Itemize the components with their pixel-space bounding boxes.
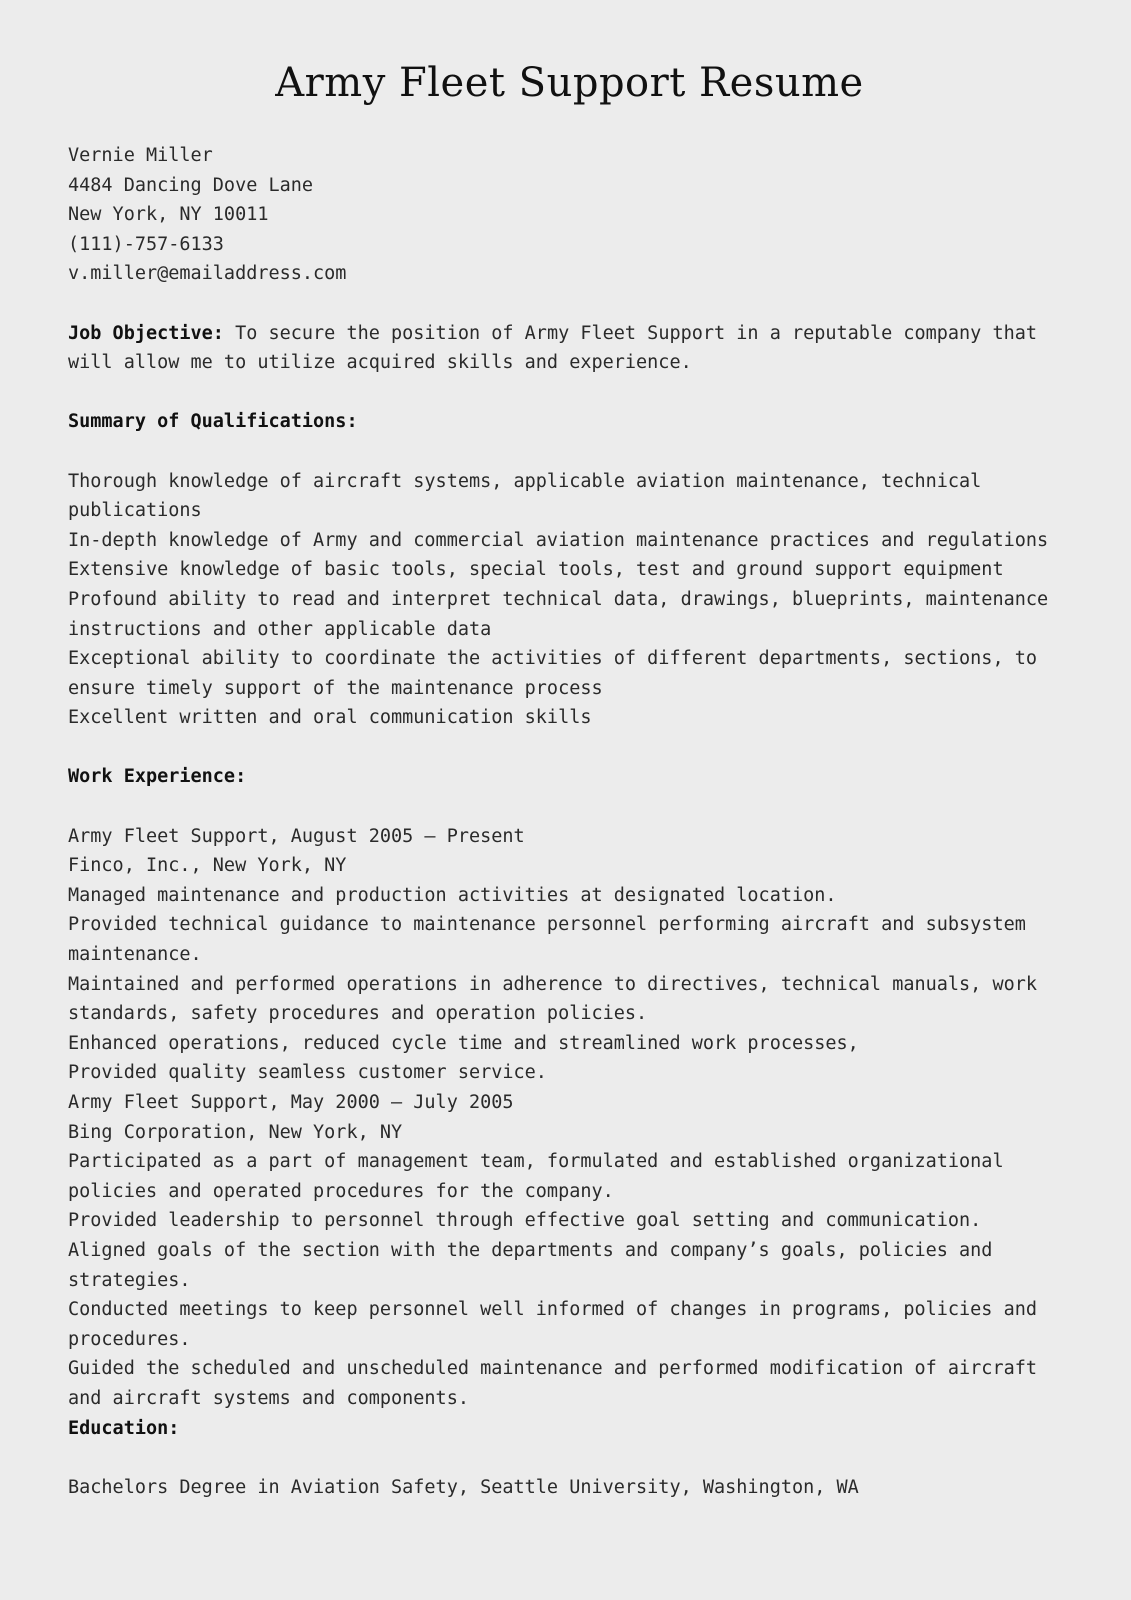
education-heading: Education: [68,1417,180,1439]
job-duty: Provided quality seamless customer service. [68,1062,547,1084]
job-duty: Maintained and performed operations in adherence to directives, technical manuals, work standards, safety procedures and operation policies. [68,973,1038,1025]
education-section [68,1414,1071,1503]
contact-phone: (111)-757-6133 [68,233,224,255]
spacer [68,733,1071,763]
objective-paragraph [68,319,1071,378]
job-duty: Enhanced operations, reduced cycle time and streamlined work processes, [68,1032,859,1054]
contact-name: Vernie Miller [68,145,213,166]
qualification-item: Excellent written and oral communication skills [68,707,592,729]
job-duty: Participated as a part of management team, formulated and established organizational policies and operated procedures for the company. [68,1151,1004,1202]
experience-section [68,733,1071,1414]
objective-text: To secure the position of Army Fleet Support in a reputable company that will allow me to utilize acquired skills and experience. [68,322,1038,374]
page-title: Army Fleet Support Resume [275,60,864,106]
qualification-item: Profound ability to read and interpret technical data, drawings, blueprints, maintenance instructions and other applicable data [68,588,1049,640]
job-duty: Conducted meetings to keep personnel well informed of changes in programs, policies and procedures. [68,1299,1038,1350]
job-duty: Managed maintenance and production activities at designated location. [68,884,837,906]
spacer [68,1443,1071,1473]
job-duty: Provided leadership to personnel through effective goal setting and communication. [68,1210,982,1232]
education-item: Bachelors Degree in Aviation Safety, Seattle University, Washington, WA [68,1476,859,1498]
qualifications-heading: Summary of Qualifications: [68,411,358,433]
spacer [68,437,1071,467]
contact-address: 4484 Dancing Dove Lane [68,174,314,196]
spacer [68,378,1071,408]
qualifications-section [68,378,1071,733]
job-title: Army Fleet Support, May 2000 – July 2005 [68,1092,514,1113]
qualification-item: In-depth knowledge of Army and commercial aviation maintenance practices and regulations [68,529,1049,551]
contact-email: v.miller@emailaddress.com [68,263,347,285]
spacer [68,792,1071,822]
objective-section [68,289,1071,378]
contact-city: New York, NY 10011 [68,204,269,226]
qualification-item: Exceptional ability to coordinate the activities of different departments, sections, to ensure timely support of the maintenance process [68,648,1038,699]
job-duty: Guided the scheduled and unscheduled maintenance and performed modification of aircraft and aircraft systems and components. [68,1358,1038,1409]
job-duty: Provided technical guidance to maintenance personnel performing aircraft and subsystem maintenance. [68,914,1026,966]
job-duty: Aligned goals of the section with the departments and company’s goals, policies and strategies. [68,1239,993,1291]
qualification-item: Extensive knowledge of basic tools, special tools, test and ground support equipment [68,559,1004,581]
job-title: Army Fleet Support, August 2005 – Present [68,825,525,847]
job-company: Bing Corporation, New York, NY [68,1121,403,1143]
contact-block [68,141,1071,289]
job-company: Finco, Inc., New York, NY [68,855,347,877]
qualification-item: Thorough knowledge of aircraft systems, applicable aviation maintenance, technical publications [68,470,982,522]
spacer [68,289,1071,319]
experience-heading: Work Experience: [68,766,247,788]
objective-label: Job Objective: [68,322,224,344]
